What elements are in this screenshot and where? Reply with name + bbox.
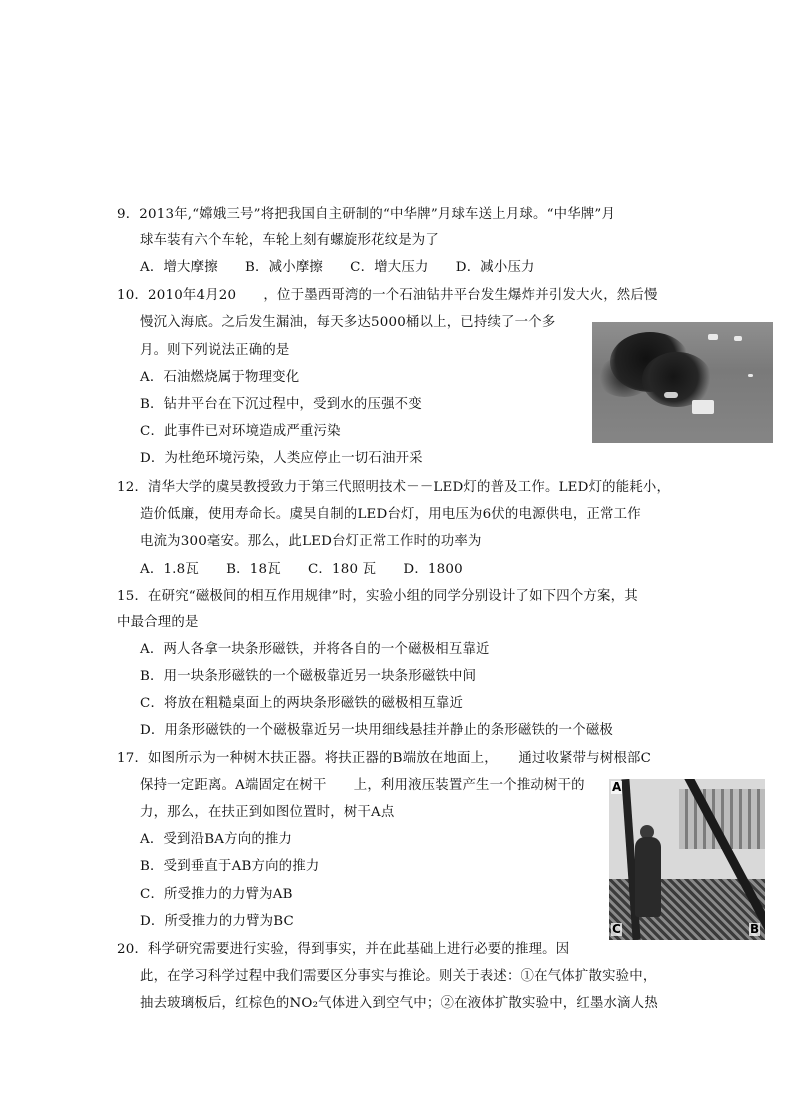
q10-option-c: C．此事件已对环境造成严重污染 [140, 424, 341, 439]
boat [708, 334, 718, 340]
oil-rig-fire-photo [592, 322, 773, 443]
q17-option-b: B．受到垂直于AB方向的推力 [140, 859, 320, 874]
smoke-cloud [642, 352, 712, 407]
q17-option-a: A．受到沿BA方向的推力 [140, 832, 293, 847]
q10-option-d: D．为杜绝环境污染，人类应停止一切石油开采 [140, 451, 423, 466]
q15-stem-line-2: 中最合理的是 [117, 615, 199, 630]
burning-platform [664, 392, 678, 398]
q15-option-c: C．将放在粗糙桌面上的两块条形磁铁的磁极相互靠近 [140, 696, 464, 711]
q10-stem-line-2: 慢沉入海底。之后发生漏油，每天多达5000桶以上，已持续了一个多 [140, 315, 556, 330]
q17-stem-line-1: 17．如图所示为一种树木扶正器。将扶正器的B端放在地面上， 通过收紧带与树根部C [117, 751, 652, 766]
q9-stem-line-2: 球车装有六个车轮，车轮上刻有螺旋形花纹是为了 [140, 233, 439, 248]
figure-label-b: B [750, 922, 760, 936]
q9-options: A．增大摩擦 B．减小摩擦 C．增大压力 D．减小压力 [140, 260, 535, 275]
q15-option-b: B．用一块条形磁铁的一个磁极靠近另一块条形磁铁中间 [140, 669, 477, 684]
q9-stem-line-1: 9．2013年,“嫦娥三号”将把我国自主研制的“中华牌”月球车送上月球。“中华牌”月 [117, 207, 616, 222]
q15-option-a: A．两人各拿一块条形磁铁，并将各自的一个磁极相互靠近 [140, 642, 490, 657]
q10-stem-line-3: 月。则下列说法正确的是 [140, 343, 290, 358]
worker [635, 837, 661, 917]
q12-stem-line-3: 电流为300毫安。那么，此LED台灯正常工作时的功率为 [140, 534, 482, 549]
q10-option-a: A．石油燃烧属于物理变化 [140, 370, 300, 385]
q20-stem-line-2: 此，在学习科学过程中我们需要区分事实与推论。则关于表述：①在气体扩散实验中， [140, 969, 657, 984]
boat [748, 374, 753, 377]
q20-stem-line-3: 抽去玻璃板后，红棕色的NO₂气体进入到空气中；②在液体扩散实验中，红墨水滴人热 [140, 996, 658, 1011]
q12-stem-line-1: 12．清华大学的虞昊教授致力于第三代照明技术－－LED灯的普及工作。LED灯的能耗小， [117, 480, 671, 495]
q12-stem-line-2: 造价低廉，使用寿命长。虞昊自制的LED台灯，用电压为6伏的电源供电，正常工作 [140, 507, 641, 522]
figure-label-a: A [612, 780, 622, 794]
q20-stem-line-1: 20．科学研究需要进行实验，得到事实，并在此基础上进行必要的推理。因 [117, 942, 570, 957]
q15-stem-line-1: 15．在研究“磁极间的相互作用规律”时，实验小组的同学分别设计了如下四个方案，其 [117, 589, 638, 604]
q17-stem-line-3: 力，那么，在扶正到如图位置时，树干A点 [140, 805, 395, 820]
boat [734, 336, 742, 341]
q17-stem-line-2: 保持一定距离。A端固定在树干 上，利用液压装置产生一个推动树干的 [140, 778, 585, 793]
q17-option-d: D．所受推力的力臂为BC [140, 914, 294, 929]
q15-option-d: D．用条形磁铁的一个磁极靠近另一块用细线悬挂并静止的条形磁铁的一个磁极 [140, 723, 614, 738]
boat [692, 400, 714, 414]
tree-straightener-photo [609, 779, 765, 940]
q12-options: A．1.8瓦 B．18瓦 C．180 瓦 D．1800 [140, 562, 463, 577]
q10-stem-line-1: 10．2010年4月20 ，位于墨西哥湾的一个石油钻井平台发生爆炸并引发大火，然后慢 [117, 288, 658, 303]
q17-option-c: C．所受推力的力臂为AB [140, 887, 293, 902]
figure-label-c: C [612, 922, 621, 936]
q10-option-b: B．钻井平台在下沉过程中，受到水的压强不变 [140, 397, 422, 412]
